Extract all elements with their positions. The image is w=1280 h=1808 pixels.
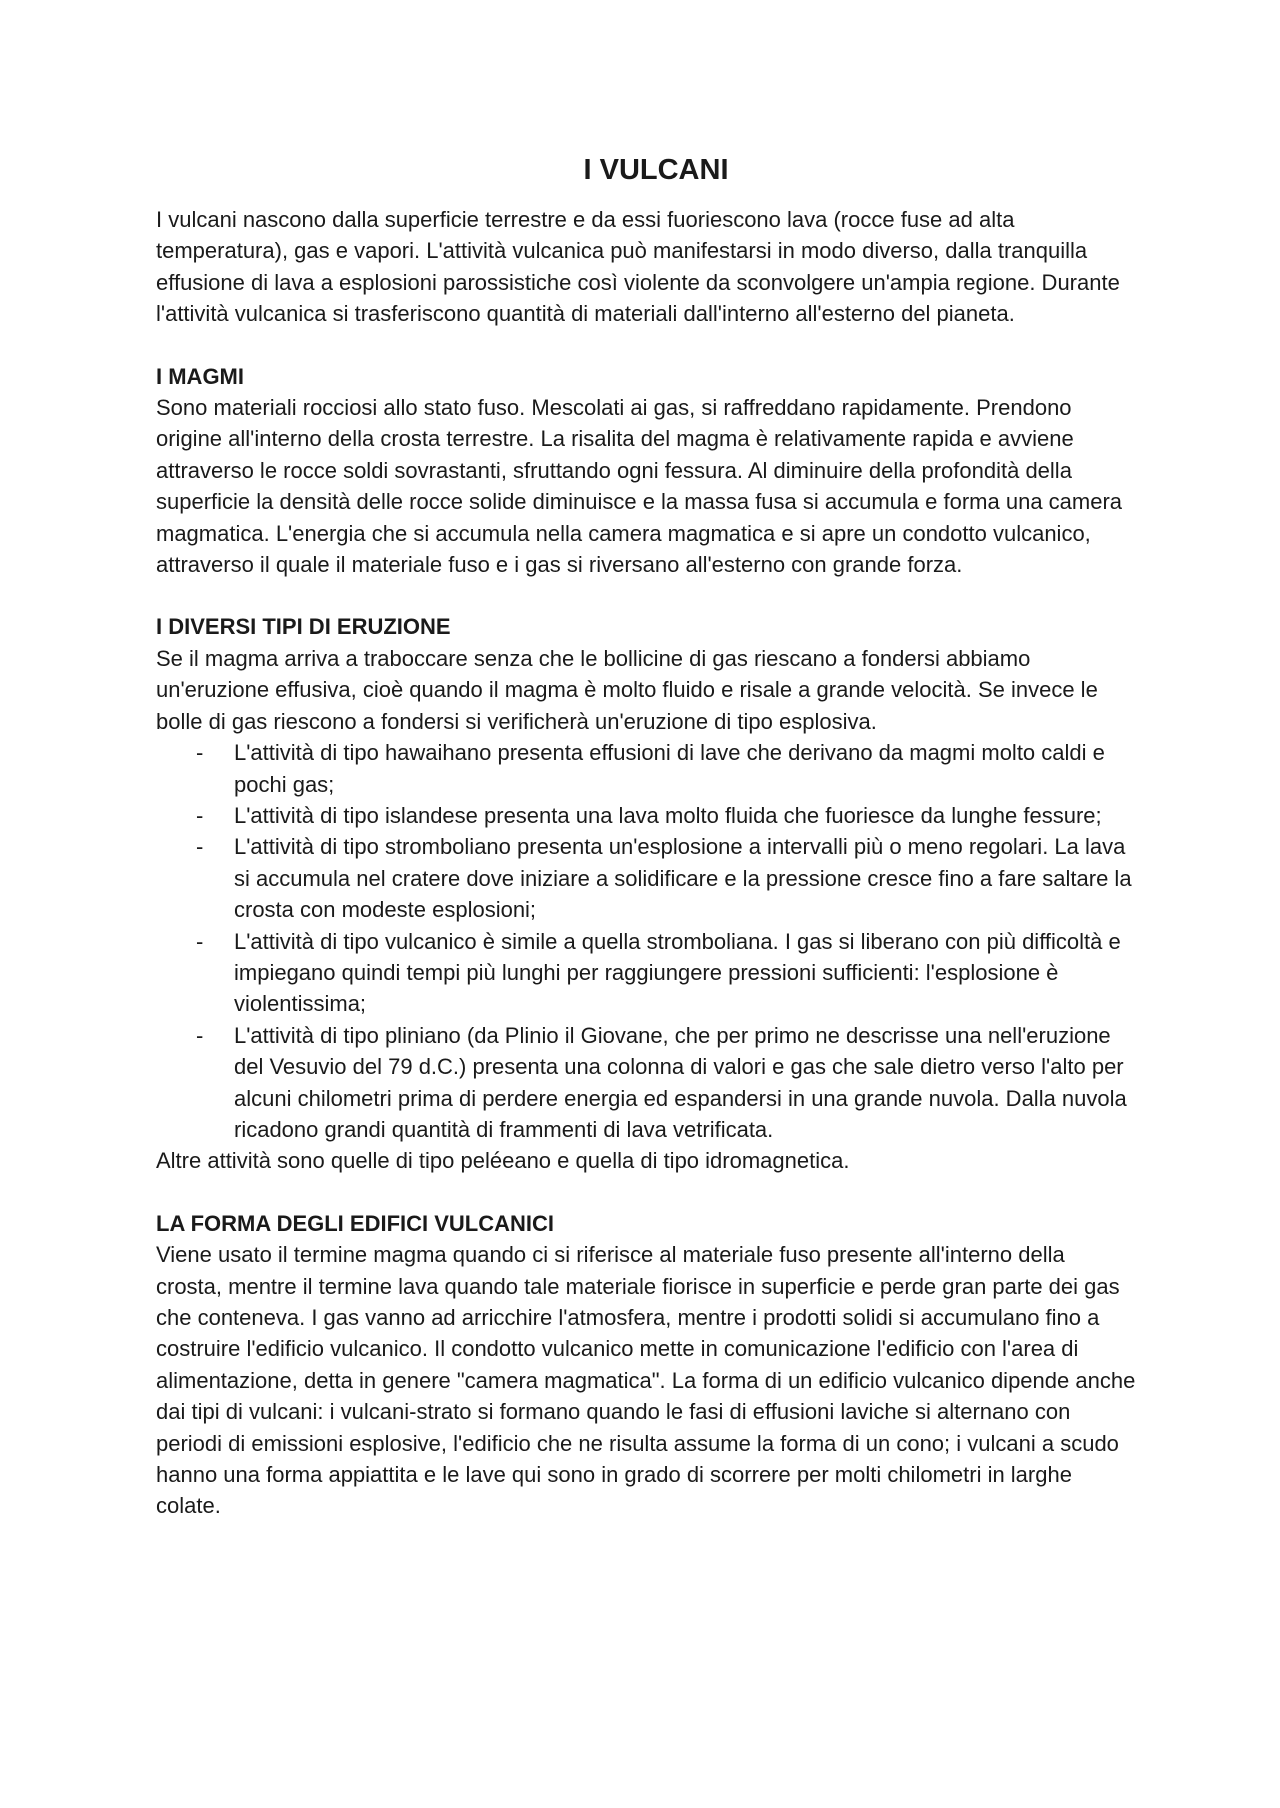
list-item-text: L'attività di tipo stromboliano presenta un'esplosione a intervalli più o meno regolari. La lava si accumula nel cratere dove iniziare a solidificare e la pressione cresce fino a fare saltare la crosta con modeste esplosioni;	[234, 834, 1132, 923]
section-body: Sono materiali rocciosi allo stato fuso. Mescolati ai gas, si raffreddano rapidamente. Prendono origine all'interno della crosta terrestre. La risalita del magma è relativamente rapida e avviene attraverso le rocce soldi sovrastanti, sfruttando ogni fessura. Al diminuire della profondità della superficie la densità delle rocce solide diminuisce e la massa fusa si accumula e forma una camera magmatica. L'energia che si accumula nella camera magmatica e si apre un condotto vulcanico, attraverso il quale il materiale fuso e i gas si riversano all'esterno con grande forza.	[156, 395, 1123, 578]
list-item-text: L'attività di tipo islandese presenta una lava molto fluida che fuoriesce da lunghe fessure;	[234, 802, 1102, 828]
document-title: I VULCANI	[583, 154, 729, 186]
bullet-dash: -	[196, 928, 204, 954]
list-item-text: L'attività di tipo vulcanico è simile a quella stromboliana. I gas si liberano con più difficoltà e impiegano quindi tempi più lunghi per raggiungere pressioni sufficienti: l'esplosione è violentissima;	[234, 928, 1121, 1017]
list-item-text: L'attività di tipo hawaihano presenta effusioni di lave che derivano da magmi molto caldi e pochi gas;	[234, 740, 1105, 797]
after-list-paragraph: Altre attività sono quelle di tipo peléeano e quella di tipo idromagnetica.	[156, 1148, 850, 1174]
section-magmi	[156, 361, 1136, 581]
list-item	[156, 831, 1136, 925]
section-heading: I DIVERSI TIPI DI ERUZIONE	[156, 614, 451, 640]
section-body: Se il magma arriva a traboccare senza che le bollicine di gas riescano a fondersi abbiamo un'eruzione effusiva, cioè quando il magma è molto fluido e risale a grande velocità. Se invece le bolle di gas riescono a fondersi si verificherà un'eruzione di tipo esplosiva.	[156, 645, 1098, 734]
section-heading: LA FORMA DEGLI EDIFICI VULCANICI	[156, 1210, 555, 1236]
list-item	[156, 800, 1136, 831]
list-item	[156, 737, 1136, 800]
bullet-dash: -	[196, 1022, 204, 1048]
bullet-dash: -	[196, 740, 204, 766]
document-page	[156, 152, 1136, 1522]
list-item	[156, 926, 1136, 1020]
bullet-dash: -	[196, 802, 204, 828]
section-heading: I MAGMI	[156, 363, 244, 389]
section-volcanic-buildings	[156, 1208, 1136, 1522]
list-item	[156, 1020, 1136, 1146]
eruption-types-list	[156, 737, 1136, 1145]
bullet-dash: -	[196, 834, 204, 860]
section-body: Viene usato il termine magma quando ci si riferisce al materiale fuso presente all'interno della crosta, mentre il termine lava quando tale materiale fiorisce in superficie e perde gran parte dei gas che conteneva. I gas vanno ad arricchire l'atmosfera, mentre i prodotti solidi si accumulano fino a costruire l'edificio vulcanico. Il condotto vulcanico mette in comunicazione l'edificio con l'area di alimentazione, detta in genere "camera magmatica". La forma di un edificio vulcanico dipende anche dai tipi di vulcani: i vulcani-strato si formano quando le fasi di effusioni laviche si alternano con periodi di emissioni esplosive, l'edificio che ne risulta assume la forma di un cono; i vulcani a scudo hanno una forma appiattita e le lave qui sono in grado di scorrere per molti chilometri in larghe colate.	[156, 1242, 1136, 1519]
list-item-text: L'attività di tipo pliniano (da Plinio il Giovane, che per primo ne descrisse una nell'eruzione del Vesuvio del 79 d.C.) presenta una colonna di valori e gas che sale dietro verso l'alto per alcuni chilometri prima di perdere energia ed espandersi in una grande nuvola. Dalla nuvola ricadono grandi quantità di frammenti di lava vetrificata.	[234, 1022, 1127, 1142]
intro-paragraph: I vulcani nascono dalla superficie terrestre e da essi fuoriescono lava (rocce fuse ad alta temperatura), gas e vapori. L'attività vulcanica può manifestarsi in modo diverso, dalla tranquilla effusione di lava a esplosioni parossistiche così violente da sconvolgere un'ampia regione. Durante l'attività vulcanica si trasferiscono quantità di materiali dall'interno all'esterno del pianeta.	[156, 207, 1120, 327]
section-eruption-types	[156, 611, 1136, 1176]
